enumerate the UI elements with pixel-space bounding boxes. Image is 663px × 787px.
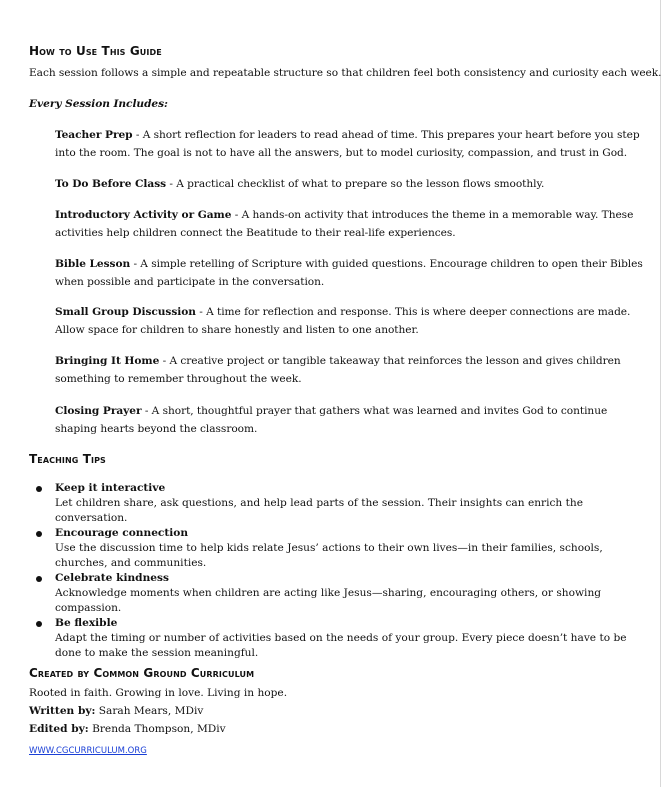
tip-keep-it-interactive — [30, 481, 645, 526]
credits-written-by — [29, 702, 629, 720]
include-desc: A short reflection for leaders to read ahead of time. This prepares your heart before you step into the room. The goal is not to have all the answers, but to model curiosity, compassion, and trust in God. — [55, 129, 640, 159]
include-separator: - — [141, 405, 152, 417]
include-item-bringing-it-home — [55, 352, 645, 388]
include-term: Bringing It Home — [55, 355, 160, 367]
teaching-tips-heading: Teaching Tips — [29, 452, 106, 466]
include-separator: - — [132, 129, 143, 141]
credits-edited-by — [29, 720, 629, 738]
tip-celebrate-kindness — [30, 571, 645, 616]
include-desc: A hands-on activity that introduces the theme in a memorable way. These activities help children connect the Beatitude to their real-life experiences. — [55, 209, 634, 239]
include-item-teacher-prep — [55, 126, 645, 162]
include-item-bible-lesson — [55, 255, 645, 291]
bullet-icon — [36, 576, 42, 582]
tip-title: Encourage connection — [55, 527, 189, 539]
include-term: Teacher Prep — [55, 129, 133, 141]
credits-tagline: Rooted in faith. Growing in love. Living in hope. — [29, 687, 288, 699]
written-by-value: Sarah Mears, MDiv — [95, 705, 204, 717]
include-separator: - — [231, 209, 242, 221]
include-item-closing-prayer — [55, 402, 645, 438]
include-desc: A time for reflection and response. This is where deeper connections are made. Allow space for children to share honestly and listen to one another. — [55, 306, 631, 336]
edited-by-value: Brenda Thompson, MDiv — [88, 723, 226, 735]
include-separator: - — [130, 258, 141, 270]
bullet-icon — [36, 621, 42, 627]
guide-intro: Each session follows a simple and repeatable structure so that children feel both consistency and curiosity each week. — [29, 67, 662, 79]
include-item-introductory-activity — [55, 206, 645, 242]
tip-desc: Acknowledge moments when children are acting like Jesus—sharing, encouraging others, or showing compassion. — [55, 587, 602, 614]
include-term: Small Group Discussion — [55, 306, 196, 318]
guide-heading: How to Use This Guide — [29, 44, 162, 58]
bullet-icon — [36, 486, 42, 492]
include-separator: - — [166, 178, 177, 190]
include-item-small-group-discussion — [55, 303, 645, 339]
include-desc: A simple retelling of Scripture with guided questions. Encourage children to open their Bibles when possible and participate in the conversation. — [55, 258, 643, 288]
include-desc: A creative project or tangible takeaway that reinforces the lesson and gives children something to remember throughout the week. — [55, 355, 621, 385]
edited-by-label: Edited by: — [29, 723, 89, 735]
tip-title: Celebrate kindness — [55, 572, 169, 584]
bullet-icon — [36, 531, 42, 537]
tip-title: Keep it interactive — [55, 482, 166, 494]
include-separator: - — [195, 306, 207, 318]
include-term: Introductory Activity or Game — [55, 209, 232, 221]
tip-encourage-connection — [30, 526, 645, 571]
tip-title: Be flexible — [55, 617, 118, 629]
tip-desc: Adapt the timing or number of activities based on the needs of your group. Every piece doesn’t have to be done to make the session meaningful. — [55, 632, 627, 659]
credits-heading: Created by Common Ground Curriculum — [29, 666, 255, 680]
include-item-to-do-before-class — [55, 175, 645, 193]
credits-block — [29, 684, 629, 758]
include-separator: - — [159, 355, 170, 367]
include-desc: A practical checklist of what to prepare so the lesson flows smoothly. — [176, 178, 545, 190]
written-by-label: Written by: — [29, 705, 96, 717]
include-desc: A short, thoughtful prayer that gathers what was learned and invites God to continue shaping hearts beyond the classroom. — [55, 405, 608, 435]
teaching-tips-list — [30, 481, 645, 661]
website-link[interactable]: WWW.CGCURRICULUM.ORG — [29, 746, 147, 756]
include-term: Bible Lesson — [55, 258, 131, 270]
tip-desc: Use the discussion time to help kids relate Jesus’ actions to their own lives—in their families, schools, churches, and communities. — [55, 542, 603, 569]
tip-desc: Let children share, ask questions, and help lead parts of the session. Their insights can enrich the conversation. — [55, 497, 583, 524]
include-term: To Do Before Class — [55, 178, 167, 190]
session-includes-label: Every Session Includes: — [29, 98, 168, 110]
include-term: Closing Prayer — [55, 405, 142, 417]
tip-be-flexible — [30, 616, 645, 661]
